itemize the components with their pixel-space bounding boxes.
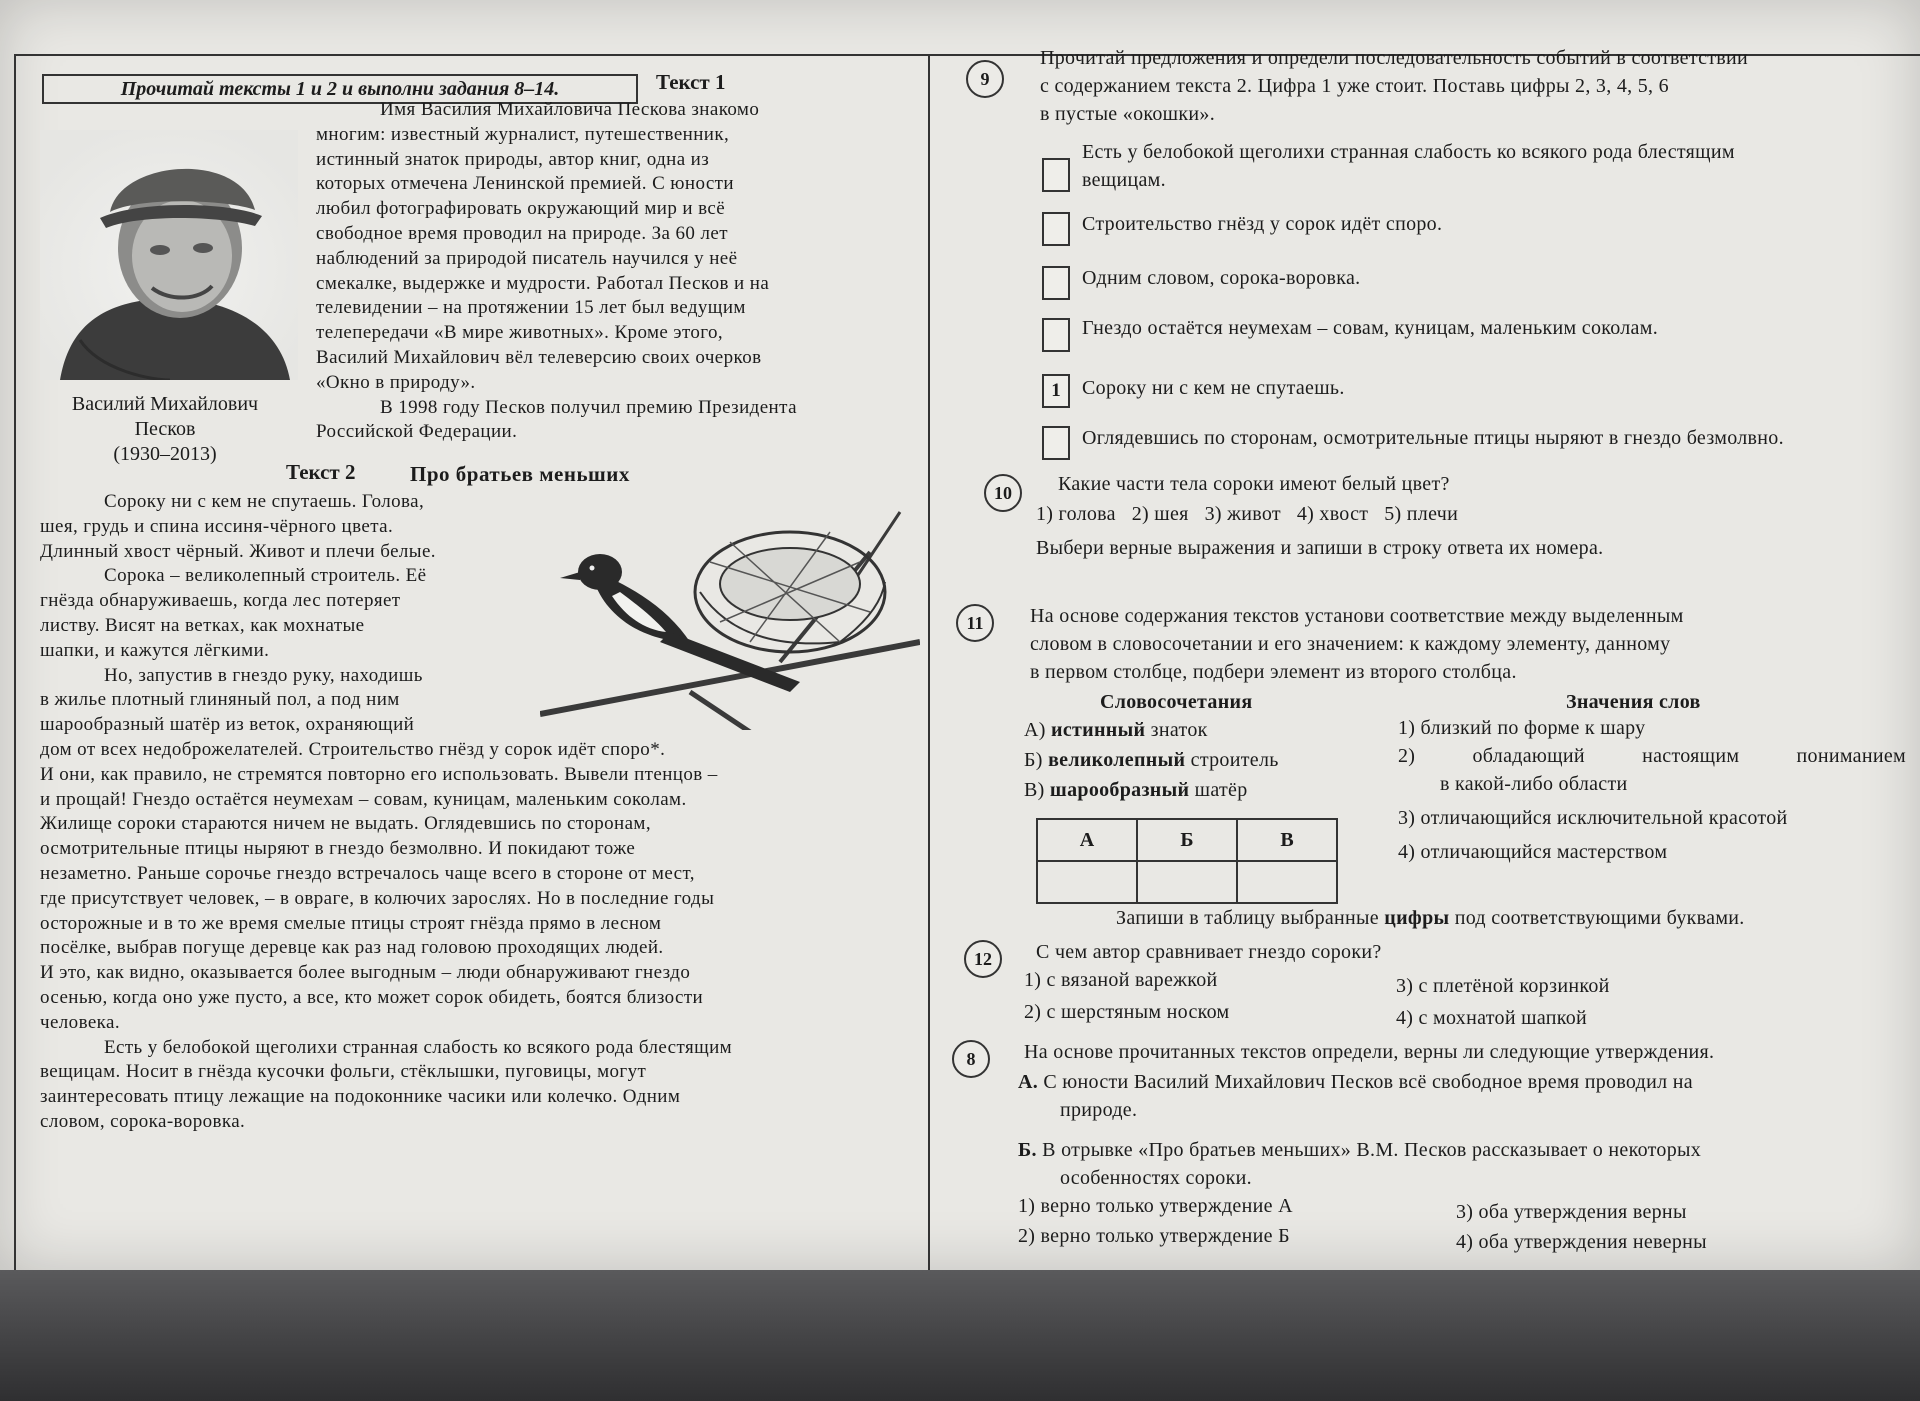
q11-col1-header: Словосочетания [1100,691,1253,713]
q8-statement-b: Б. В отрывке «Про братьев меньших» В.М. Песков рассказывает о некоторых особенностях сороки. [1018,1139,1702,1189]
q11-answer-table [1036,818,1338,904]
q11-table-header-b: Б [1137,819,1237,861]
text2-body-narrow: Сороку ни с кем не спутаешь. Голова, шея, грудь и спина иссиня-чёрного цвета. Длинный хвост чёрный. Живот и плечи белые. Сорока – великолепный строитель. Её гнёзда обнаруживаешь, когда лес потеряет листву. Висят на ветках, как мохнатые шапки, и кажутся лёгкими. Но, запустив в гнездо руку, находишь в жилье плотный глиняный пол, а под ним шарообразный шатёр из веток, охраняющий [40,491,436,736]
magpie-nest-illustration [540,492,920,730]
question-12-text: С чем автор сравнивает гнездо сороки? [1036,941,1382,963]
q9-item-6: Оглядевшись по сторонам, осмотрительные птицы ныряют в гнездо безмолвно. [1082,427,1784,449]
q8-option-3: 3) оба утверждения верны [1456,1201,1687,1223]
q9-item-3: Одним словом, сорока-воровка. [1082,267,1361,289]
text1-title: Текст 1 [656,70,726,94]
task-instruction: Прочитай тексты 1 и 2 и выполни задания 8–14. [42,74,638,104]
caption-surname: Песков [134,418,196,440]
q9-item-4: Гнездо остаётся неумехам – совам, куницам, маленьким соколам. [1082,317,1658,339]
question-8-text: На основе прочитанных текстов определи, верны ли следующие утверждения. [1024,1041,1715,1063]
question-9-number: 9 [966,60,1004,98]
q8-option-1: 1) верно только утверждение А [1018,1195,1293,1217]
q8-statement-a: А. С юности Василий Михайлович Песков всё свободное время проводил на природе. [1018,1071,1693,1121]
question-12-number: 12 [964,940,1002,978]
q11-table-header-a: А [1037,819,1137,861]
q11-footer: Запиши в таблицу выбранные цифры под соответствующими буквами. [1116,907,1745,929]
q12-option-3: 3) с плетёной корзинкой [1396,975,1610,997]
column-divider [928,54,930,1272]
text1-body: Имя Василия Михайловича Пескова знакомо многим: известный журналист, путешественник, истинный знаток природы, автор книг, одна из которых отмечена Ленинской премией. С юности любил фотографировать окружающий мир и всё свободное время проводил на природе. За 60 лет наблюдений за природой писатель научился у неё смекалке, выдержке и мудрости. Работал Песков и на телевидении – на протяжении 15 лет был ведущим телепередачи «В мире животных». Кроме этого, Василий Михайлович вёл телеверсию своих очерков «Окно в природу». В 1998 году Песков получил премию Президента Российской Федерации. [316,99,797,443]
q11-phrases [1024,716,1279,804]
text2-body-wide: дом от всех недоброжелателей. Строительство гнёзд у сорок идёт споро*. И они, как правило, не стремятся повторно его использовать. Вывели птенцов – и прощай! Гнездо остаётся неумехам – совам, куницам, маленьким соколам. Жилище сороки стараются ничем не выдать. Оглядевшись по сторонам, осмотрительные птицы ныряют в гнездо безмолвно. И покидают тоже незаметно. Раньше сорочье гнездо встречалось чаще всего в стороне от мест, где присутствует человек, – в овраге, в колючих зарослях. Но в последние годы осторожные и в то же время смелые птицы строят гнёзда прямо в лесном посёлке, выбрав погуще деревце как раз над головою проходящих людей. И это, как видно, оказывается более выгодным – люди обнаруживают гнездо осенью, когда оно уже пусто, а все, кто может сорок обидеть, боятся близости человека. Есть у белобокой щеголихи странная слабость ко всякого рода блестящим вещицам. Носит в гнёзда кусочки фольги, стёклышки, пуговицы, могут заинтересовать птицу лежащие на подоконнике часики или колечко. Одним словом, сорока-воровка. [40,739,733,1132]
question-8-number: 8 [952,1040,990,1078]
portrait-photo [40,130,298,380]
q11-phrase-v: В) шарообразный шатёр [1024,779,1248,801]
text2-title: Текст 2 [286,460,356,484]
q11-phrase-b: Б) великолепный строитель [1024,749,1279,771]
q12-option-2: 2) с шерстяным носком [1024,1001,1230,1023]
question-10-number: 10 [984,474,1022,512]
q9-answer-box-3[interactable] [1042,266,1070,300]
q9-item-5: Сороку ни с кем не спутаешь. [1082,377,1345,399]
caption-name: Василий Михайлович [71,393,259,415]
q9-answer-box-6[interactable] [1042,426,1070,460]
q12-option-1: 1) с вязаной варежкой [1024,969,1218,991]
q9-answer-box-5[interactable]: 1 [1042,374,1070,408]
q11-answer-cell-b[interactable] [1137,861,1237,903]
q11-col2-header: Значения слов [1566,691,1701,713]
question-9-text: Прочитай предложения и определи последовательность событий в соответствии с содержанием текста 2. Цифра 1 уже стоит. Поставь цифры 2, 3, 4, 5, 6 в пустые «окошки». [1040,47,1749,125]
question-11-text: На основе содержания текстов установи соответствие между выделенным словом в словосочетании и его значением: к каждому элементу, данному в первом столбце, подбери элемент из второго столбца. [1030,605,1684,683]
q9-answer-box-4[interactable] [1042,318,1070,352]
question-10-instruction: Выбери верные выражения и запиши в строку ответа их номера. [1036,537,1604,559]
page-fold-shadow [0,1270,1920,1401]
question-10-options: 1) голова 2) шея 3) живот 4) хвост 5) плечи [1036,503,1459,525]
text2-heading: Про братьев меньших [410,462,630,486]
q12-option-4: 4) с мохнатой шапкой [1396,1007,1588,1029]
q8-option-4: 4) оба утверждения неверны [1456,1231,1707,1253]
q11-answer-cell-a[interactable] [1037,861,1137,903]
q9-item-1: Есть у белобокой щеголихи странная слабость ко всякого рода блестящим вещицам. [1082,141,1735,191]
q11-answer-cell-v[interactable] [1237,861,1337,903]
portrait-caption [40,392,290,467]
q11-table-header-v: В [1237,819,1337,861]
q11-phrase-a: А) истинный знаток [1024,719,1208,741]
q11-meanings: 1) близкий по форме к шару 2) обладающий настоящим пониманием в какой-либо области 3) отличающийся исключительной красотой 4) отличающийся мастерством [1398,717,1906,863]
question-11-number: 11 [956,604,994,642]
caption-years: (1930–2013) [113,443,217,465]
q9-answer-box-1[interactable] [1042,158,1070,192]
q9-answer-box-2[interactable] [1042,212,1070,246]
q8-option-2: 2) верно только утверждение Б [1018,1225,1290,1247]
question-10-text: Какие части тела сороки имеют белый цвет? [1058,473,1450,495]
q9-item-2: Строительство гнёзд у сорок идёт споро. [1082,213,1443,235]
